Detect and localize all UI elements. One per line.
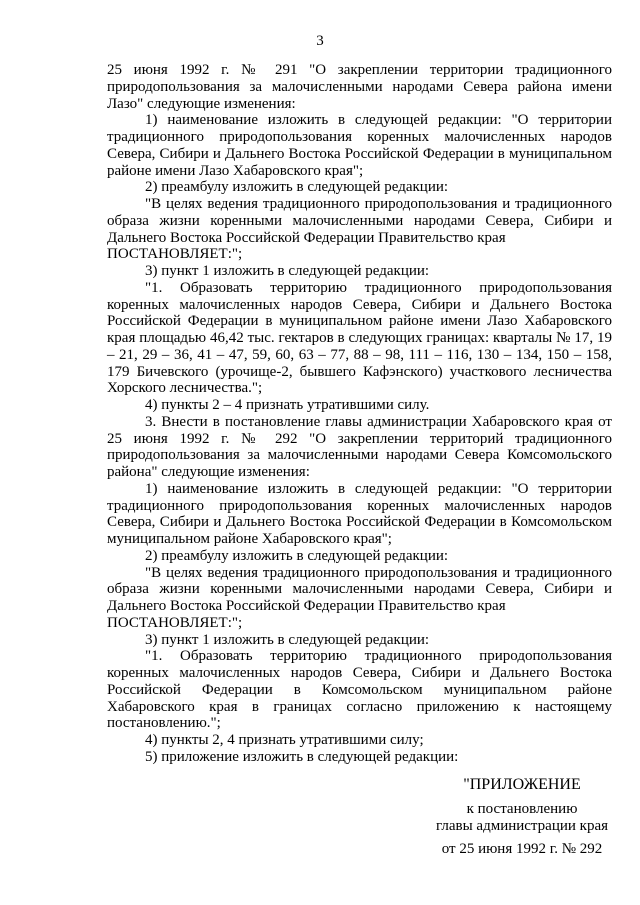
paragraph: 25 июня 1992 г. № 291 "О закреплении территории традиционного природопользования за малочисленными народами Севера района имени Лазо" следующие изменения: [107, 62, 612, 112]
paragraph: 2) преамбулу изложить в следующей редакции: [145, 547, 449, 564]
paragraph: 5) приложение изложить в следующей редакции: [145, 748, 459, 765]
annex-date: от 25 июня 1992 г. № 292 [441, 841, 603, 857]
paragraph: "1. Образовать территорию традиционного природопользования коренных малочисленных народов Севера, Сибири и Дальнего Востока Российской Федерации в муниципальном районе имени Лазо Хабаровского края площадью 46,42 тыс. гектаров в следующих границах: кварталы № 17, 19 – 21, 29 – 36, 41 – 47, 59, 60, 63 – 77, 88 – 98, 111 – 116, 130 – 134, 150 – 158, 179 Бичевского (урочище-2, бывшего Кафэнского) участкового лесничества Хорского лесничества."; [107, 279, 612, 397]
paragraph: ПОСТАНОВЛЯЕТ:"; [107, 246, 243, 263]
paragraph: "В целях ведения традиционного природопользования и традиционного образа жизни коренными малочисленными народами Севера, Сибири и Дальнего Востока Российской Федерации Правительство края [107, 564, 612, 614]
paragraph: ПОСТАНОВЛЯЕТ:"; [107, 614, 243, 631]
paragraph: 3) пункт 1 изложить в следующей редакции: [145, 631, 430, 648]
annex-title: "ПРИЛОЖЕНИЕ [463, 776, 581, 793]
paragraph: "1. Образовать территорию традиционного природопользования коренных малочисленных народов Севера, Сибири и Дальнего Востока Российской Федерации в Комсомольском муниципальном районе Хабаровского края в границах согласно приложению к настоящему постановлению."; [107, 648, 612, 732]
page-number: 3 [316, 33, 324, 49]
paragraph: "В целях ведения традиционного природопользования и традиционного образа жизни коренными малочисленными народами Севера, Сибири и Дальнего Востока Российской Федерации Правительство края [107, 196, 612, 246]
paragraph: 4) пункты 2, 4 признать утратившими силу; [145, 732, 424, 748]
paragraph: 1) наименование изложить в следующей редакции: "О территории традиционного природопользования коренных малочисленных народов Севера, Сибири и Дальнего Востока Российской Федерации в муниципальном районе имени Лазо Хабаровского края"; [107, 112, 612, 179]
annex-header [430, 775, 614, 858]
annex-line-2: главы администрации края [435, 818, 609, 834]
paragraph: 3. Внести в постановление главы администрации Хабаровского края от 25 июня 1992 г. № 292 "О закреплении территорий традиционного природопользования за малочисленными народами Севера Комсомольского района" следующие изменения: [107, 413, 612, 480]
annex-line-1: к постановлению [466, 801, 578, 817]
paragraph: 2) преамбулу изложить в следующей редакции: [145, 179, 449, 196]
paragraph: 3) пункт 1 изложить в следующей редакции: [145, 263, 430, 279]
document-body [107, 62, 612, 766]
paragraph: 1) наименование изложить в следующей редакции: "О территории традиционного природопользования коренных малочисленных народов Севера, Сибири и Дальнего Востока Российской Федерации в Комсомольском муниципальном районе Хабаровского края"; [107, 480, 612, 547]
paragraph: 4) пункты 2 – 4 признать утратившими силу. [145, 397, 430, 413]
